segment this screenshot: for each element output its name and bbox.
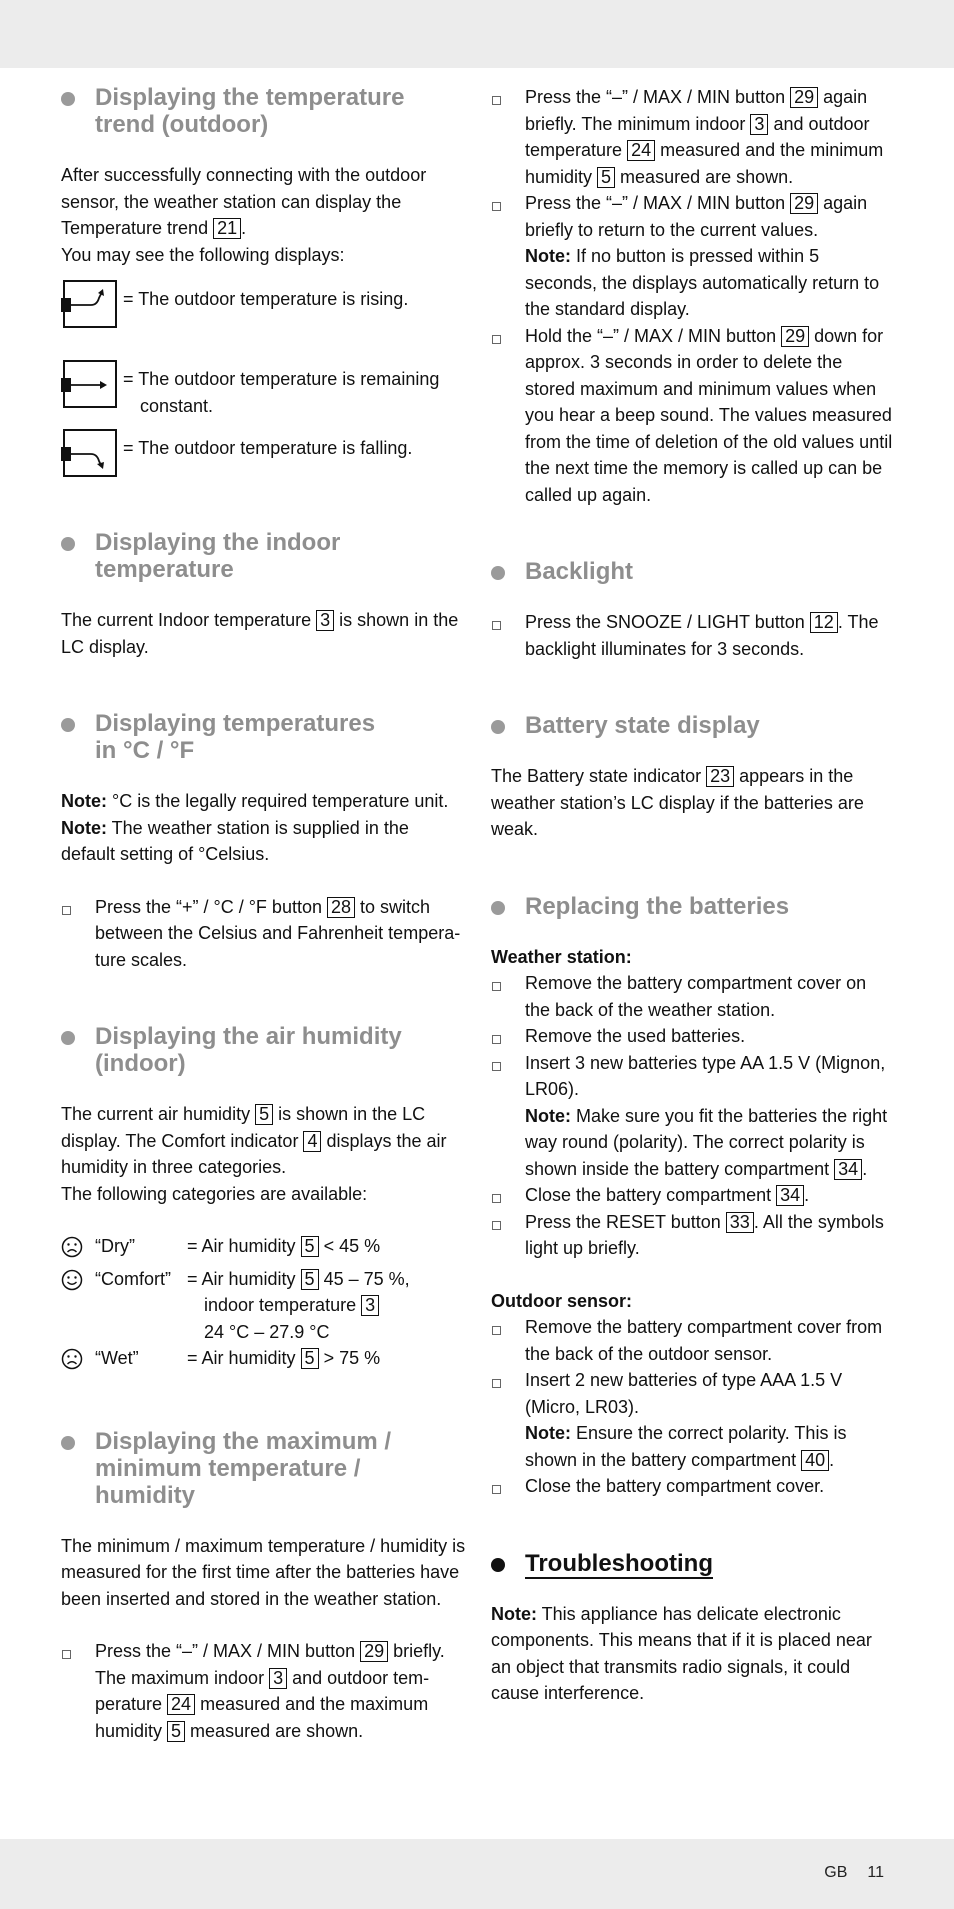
troubleshooting-paragraph: Note: This appliance has delicate electronic components. This means that if it is placed near an object that transmits radio signals, it could cause interference.	[491, 1603, 872, 1703]
section-battery-state	[491, 712, 896, 843]
section-indoor-temperature	[61, 529, 466, 660]
trend-constant: = The outdoor temperature is remaining constant.	[61, 360, 466, 419]
section-max-min	[61, 1428, 466, 1745]
top-band	[0, 0, 954, 68]
sad-face-icon	[61, 1233, 95, 1266]
trend-rising: = The outdoor temperature is rising.	[61, 280, 466, 330]
maxmin-bullet-4: Hold the “–” / MAX / MIN button 29 down for approx. 3 seconds in order to delete the stored maximum and minimum values when you hear a beep sound. The values measured from the time of deletion of the old values until the next time the memory is called up can be called up again.	[491, 323, 896, 509]
ref-28: 28	[327, 897, 355, 918]
os-step-2: Insert 2 new batteries of type AAA 1.5 V (Micro, LR03). Note: Ensure the correct polarity. This is shown in the battery compartment 40 .	[491, 1367, 896, 1473]
section-max-min-continued	[491, 84, 896, 508]
section-troubleshooting	[491, 1550, 896, 1707]
heading-battery-state: Battery state display	[491, 712, 896, 739]
heading-backlight: Backlight	[491, 558, 896, 585]
ref-23: 23	[706, 766, 734, 787]
maxmin-paragraph: The minimum / maximum temperature / humidity is measured for the first time after the batteries have been inserted and stored in the weather station.	[61, 1535, 466, 1609]
right-column	[491, 84, 896, 1757]
maxmin-bullet: Press the “–” / MAX / MIN button 29 briefly. The maximum indoor 3 and outdoor tem-perature 24 measured and the maximum humidity 5 measured are shown.	[61, 1638, 466, 1744]
section-replacing-batteries	[491, 893, 896, 1500]
units-bullet: Press the “+” / °C / °F button 28 to switch between the Celsius and Fahrenheit tempera-ture scales.	[61, 894, 466, 974]
humidity-paragraph: The current air humidity 5 is shown in the LC display. The Comfort indicator 4 displays the air humidity in three categories. The following categories are available:	[61, 1104, 447, 1204]
backlight-bullet: Press the SNOOZE / LIGHT button 12 . The backlight illuminates for 3 seconds.	[491, 609, 896, 662]
heading-max-min: Displaying the maximum / minimum temperature / humidity	[61, 1428, 466, 1509]
ws-step-3: Insert 3 new batteries type AA 1.5 V (Mignon, LR06). Note: Make sure you fit the batteries the right way round (polarity). The correct polarity is shown inside the battery compartment 34 .	[491, 1050, 896, 1183]
indoor-paragraph: The current Indoor temperature 3 is shown in the LC display.	[61, 610, 459, 657]
os-step-1: Remove the battery compartment cover from the back of the outdoor sensor.	[491, 1314, 896, 1367]
section-backlight	[491, 558, 896, 662]
section-temperature-units	[61, 710, 466, 973]
battery-state-paragraph: The Battery state indicator 23 appears in the weather station’s LC display if the batteries are weak.	[491, 766, 864, 839]
ref-12: 12	[810, 612, 838, 633]
heading-temperature-trend: Displaying the temperature trend (outdoor)	[61, 84, 466, 138]
trend-rising-icon	[61, 280, 117, 330]
sad-face-icon	[61, 1345, 95, 1378]
left-column	[61, 84, 466, 1794]
heading-troubleshooting: Troubleshooting	[491, 1550, 896, 1577]
ref-21: 21	[213, 218, 241, 239]
weather-station-subheading: Weather station:	[491, 946, 632, 967]
ws-step-4: Close the battery compartment 34 .	[491, 1182, 896, 1209]
ws-step-5: Press the RESET button 33 . All the symbols light up briefly.	[491, 1209, 896, 1262]
humidity-categories: “Dry” = Air humidity 5 < 45 % “Comfort” = Air humidity 5 45 – 75 %, indoor temperature 3 24 °C – 27.9 °C “Wet” = Air humidity 5 > 75 %	[61, 1233, 466, 1378]
ws-step-1: Remove the battery compartment cover on the back of the weather station.	[491, 970, 896, 1023]
section-air-humidity	[61, 1023, 466, 1378]
smile-face-icon	[61, 1266, 95, 1299]
os-step-3: Close the battery compartment cover.	[491, 1473, 896, 1500]
maxmin-bullet-3: Press the “–” / MAX / MIN button 29 again briefly to return to the current values. Note: If no button is pressed within 5 seconds, the displays automatically return to the standard display.	[491, 190, 896, 323]
maxmin-bullet-2: Press the “–” / MAX / MIN button 29 again briefly. The minimum indoor 3 and outdoor temperature 24 measured and the minimum humidity 5 measured are shown.	[491, 84, 896, 190]
heading-air-humidity: Displaying the air humidity (indoor)	[61, 1023, 466, 1077]
units-note-2: Note: The weather station is supplied in the default setting of °Celsius.	[61, 817, 409, 864]
trend-falling: = The outdoor temperature is falling.	[61, 429, 466, 479]
trend-constant-icon	[61, 360, 117, 410]
heading-temperature-units: Displaying temperatures in °C / °F	[61, 710, 466, 764]
trend-falling-icon	[61, 429, 117, 479]
units-note-1: Note: °C is the legally required temperature unit.	[61, 791, 449, 811]
ref-3: 3	[316, 610, 334, 631]
heading-indoor-temperature: Displaying the indoor temperature	[61, 529, 466, 583]
heading-replacing-batteries: Replacing the batteries	[491, 893, 896, 920]
page-number: GB 11	[824, 1864, 884, 1881]
outdoor-sensor-subheading: Outdoor sensor:	[491, 1290, 633, 1311]
trend-paragraph: After successfully connecting with the outdoor sensor, the weather station can display the Temperature trend 21 . You may see the following displays:	[61, 165, 427, 265]
section-temperature-trend	[61, 84, 466, 479]
ws-step-2: Remove the used batteries.	[491, 1023, 896, 1050]
